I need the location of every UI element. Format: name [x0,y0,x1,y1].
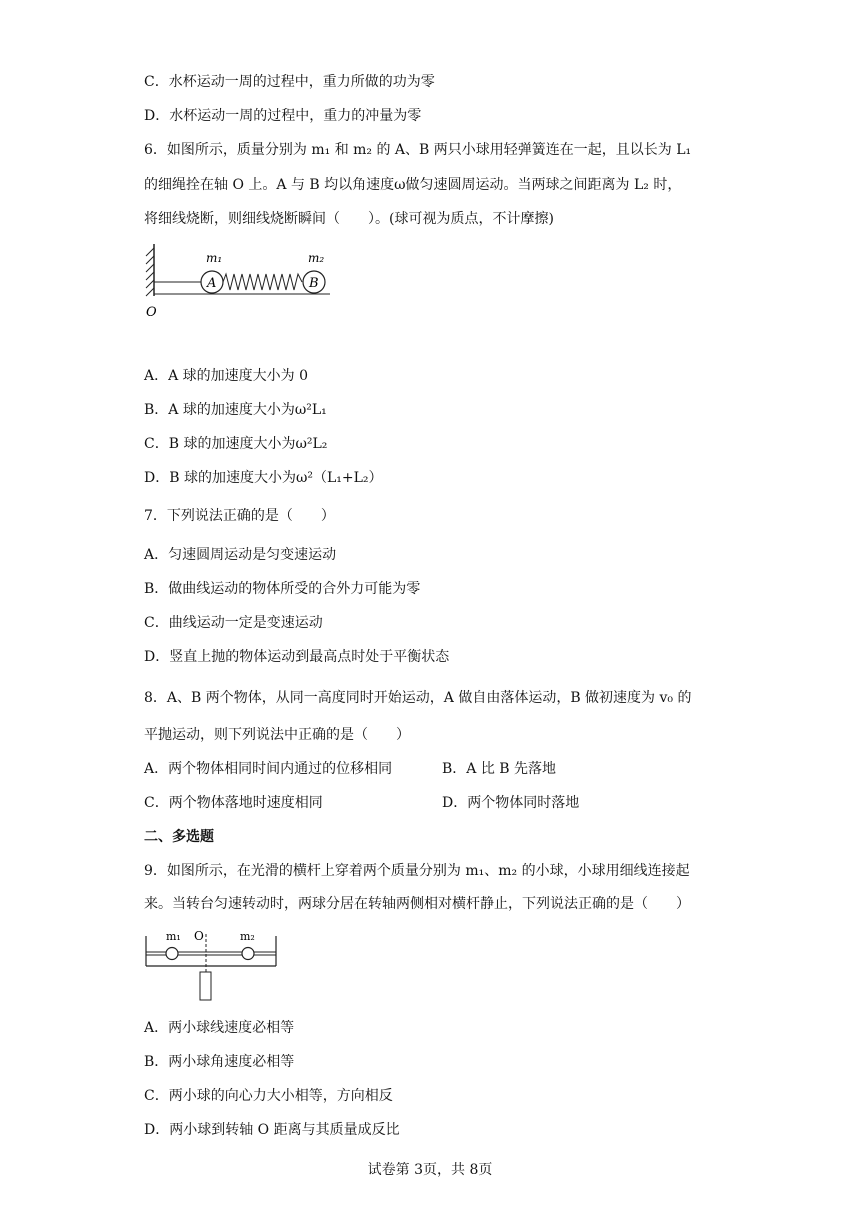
q8-option-a: A．两个物体相同时间内通过的位移相同 [144,761,393,777]
q7-option-b: B．做曲线运动的物体所受的合外力可能为零 [144,581,421,597]
page-footer: 试卷第 3页，共 8页 [367,1162,493,1178]
q6-ball-b-label: B [309,276,319,291]
q6-stem-line1: 6．如图所示，质量分别为 m₁ 和 m₂ 的 A、B 两只小球用轻弹簧连在一起，且以长为 L₁ [144,142,692,158]
q8-option-b: B．A 比 B 先落地 [442,761,557,777]
q9-turntable-figure [140,926,290,1004]
q6-option-c: C．B 球的加速度大小为ω²L₂ [144,436,328,452]
q6-axis-o-label: O [146,305,157,320]
q9-stem-line1: 9．如图所示，在光滑的横杆上穿着两个质量分别为 m₁、m₂ 的小球，小球用细线连接起 [144,863,690,879]
q9-option-d: D．两小球到转轴 O 距离与其质量成反比 [144,1122,400,1138]
q9-option-b: B．两小球角速度必相等 [144,1054,295,1070]
q6-option-d: D．B 球的加速度大小为ω²（L₁+L₂） [144,470,383,486]
q6-m2-label: m₂ [308,251,325,265]
q5-option-c: C．水杯运动一周的过程中，重力所做的功为零 [144,74,435,90]
q6-stem-line2: 的细绳拴在轴 O 上。A 与 B 均以角速度ω做匀速圆周运动。当两球之间距离为 L₂ 时， [144,177,682,193]
q8-option-c: C．两个物体落地时速度相同 [144,795,323,811]
q5-option-d: D．水杯运动一周的过程中，重力的冲量为零 [144,108,422,124]
q6-spring-figure [140,238,340,322]
q9-option-a: A．两小球线速度必相等 [144,1020,295,1036]
q6-stem-line3: 将细线烧断，则细线烧断瞬间（ ）。(球可视为质点，不计摩擦) [144,211,554,227]
q7-stem: 7．下列说法正确的是（ ） [144,508,335,524]
q9-axis-o-label: O [194,929,204,943]
q9-stem-line2: 来。当转台匀速转动时，两球分居在转轴两侧相对横杆静止，下列说法正确的是（ ） [144,896,690,912]
q7-option-a: A．匀速圆周运动是匀变速运动 [144,547,337,563]
q7-option-c: C．曲线运动一定是变速运动 [144,615,323,631]
q6-option-b: B．A 球的加速度大小为ω²L₁ [144,402,327,418]
q7-option-d: D．竖直上抛的物体运动到最高点时处于平衡状态 [144,649,450,665]
q6-option-a: A．A 球的加速度大小为 0 [144,368,309,384]
section-heading-multi-choice: 二、多选题 [144,829,214,845]
q6-ball-a-label: A [207,276,217,291]
q9-option-c: C．两小球的向心力大小相等，方向相反 [144,1088,393,1104]
q9-m1-label: m₁ [166,930,181,943]
q9-m2-label: m₂ [240,930,255,943]
q8-stem-line2: 平抛运动，则下列说法中正确的是（ ） [144,727,410,743]
q6-m1-label: m₁ [206,251,223,265]
q8-stem-line1: 8．A、B 两个物体，从同一高度同时开始运动，A 做自由落体运动，B 做初速度为 v₀ 的 [144,690,692,706]
q8-option-d: D．两个物体同时落地 [442,795,580,811]
